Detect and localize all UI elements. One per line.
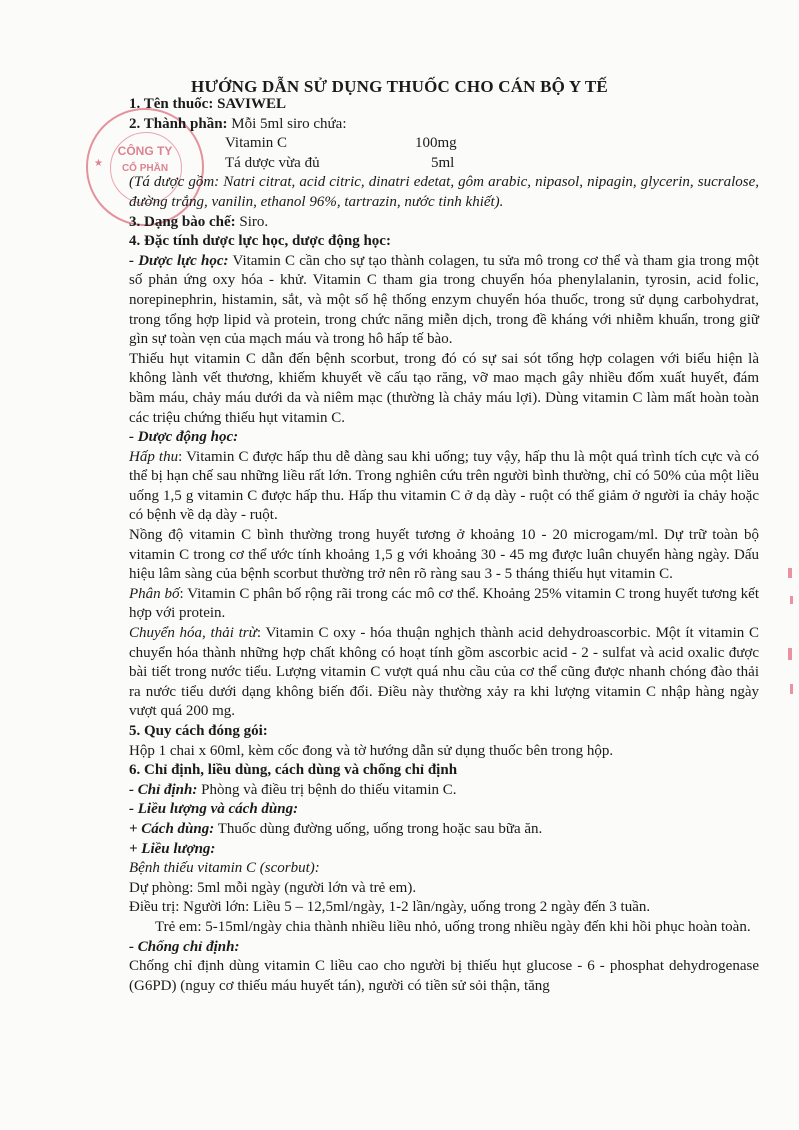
ingredient-name: Tá dược vừa đủ bbox=[225, 154, 320, 171]
indication-label: - Chỉ định: bbox=[129, 781, 198, 798]
stamp-line-1: CÔNG TY bbox=[117, 144, 173, 158]
section-3-label: 3. Dạng bào chế: bbox=[129, 213, 236, 230]
margin-mark bbox=[788, 648, 792, 660]
dosage-form: Siro. bbox=[235, 213, 269, 230]
amount-label: + Liều lượng: bbox=[129, 840, 216, 857]
distribution-text: : Vitamin C phân bố rộng rãi trong các mô cơ thể. Khoảng 25% vitamin C trong huyết tương kết hợp với protein. bbox=[129, 585, 759, 622]
distribution-label: Phân bố bbox=[129, 585, 180, 602]
absorption-text-2: Nồng độ vitamin C bình thường trong huyết tương ở khoảng 10 - 20 microgam/ml. Dự trữ toàn bộ vitamin C trong cơ thể ước tính khoảng 1,5 g với khoảng 30 - 45 mg được luân chuyển hàng ngày. Dấu hiệu lâm sàng của bệnh scorbut thường trở nên rõ ràng sau 3 - 5 tháng thiếu hụt vitamin C. bbox=[129, 527, 759, 583]
document-title: HƯỚNG DẪN SỬ DỤNG THUỐC CHO CÁN BỘ Y TẾ bbox=[191, 77, 608, 96]
section-5-label: 5. Quy cách đóng gói: bbox=[129, 723, 268, 739]
disease-label: Bệnh thiếu vitamin C (scorbut): bbox=[129, 860, 320, 877]
pharmacodynamics-text: Vitamin C cần cho sự tạo thành colagen, tu sửa mô trong cơ thể và tham gia trong một số phản ứng oxy hóa - khử. Vitamin C tham gia trong chuyển hóa phenylalanin, tyrosin, acid folic, norepinephrin, histamin, sắt, và một số hệ thống enzym chuyển hóa thuốc, trong sử dụng carbohydrat, trong tổng hợp lipid và protein, trong chức năng miễn dịch, trong đề kháng với nhiễm khuẩn, trong giữ gìn sự toàn vẹn của mạch máu và trong hô hấp tế bào. bbox=[129, 252, 759, 348]
treatment-dose: Điều trị: Người lớn: Liều 5 – 12,5ml/ngày, 1-2 lần/ngày, uống trong 2 ngày đến 3 tuần. bbox=[129, 899, 651, 916]
pharmacodynamics-label: - Dược lực học: bbox=[129, 252, 229, 269]
indication-text: Phòng và điều trị bệnh do thiếu vitamin C. bbox=[197, 781, 457, 798]
composition-row bbox=[129, 154, 759, 174]
section-1 bbox=[129, 95, 759, 115]
pharmacodynamics bbox=[129, 252, 759, 350]
metabolism-label: Chuyển hóa, thải trừ bbox=[129, 625, 257, 642]
administration-text: Thuốc dùng đường uống, uống trong hoặc sau bữa ăn. bbox=[214, 820, 543, 837]
ingredient-qty: 5ml bbox=[431, 154, 455, 171]
metabolism-text: : Vitamin C oxy - hóa thuận nghịch thành acid dehydroascorbic. Một ít vitamin C chuyển hóa thành những hợp chất không có hoạt tính gồm ascorbic acid - 2 - sulfat và acid oxalic được bài tiết trong nước tiểu. Lượng vitamin C vượt quá nhu cầu của cơ thể cũng được nhanh chóng đào thải ra nước tiểu dưới dạng không biến đổi. Điều này thường xảy ra khi lượng vitamin C nhập hàng ngày vượt quá 200 mg. bbox=[129, 625, 759, 720]
contraindication-label: - Chống chỉ định: bbox=[129, 938, 240, 955]
section-6-label: 6. Chỉ định, liều dùng, cách dùng và chống chỉ định bbox=[129, 762, 458, 779]
dosage-label: - Liều lượng và cách dùng: bbox=[129, 801, 299, 818]
absorption bbox=[129, 448, 759, 526]
absorption-label: Hấp thu bbox=[129, 448, 179, 465]
administration bbox=[129, 820, 759, 840]
packaging-text: Hộp 1 chai x 60ml, kèm cốc đong và tờ hướng dẫn sử dụng thuốc bên trong hộp. bbox=[129, 742, 614, 759]
child-dose: Trẻ em: 5-15ml/ngày chia thành nhiều liều nhỏ, uống trong nhiều ngày đến khi hồi phục hoàn toàn. bbox=[155, 918, 751, 935]
margin-mark bbox=[790, 684, 793, 694]
indication bbox=[129, 781, 759, 801]
pharmacokinetics-label: - Dược động học: bbox=[129, 429, 239, 446]
stamp-star: ★ bbox=[94, 158, 103, 169]
section-2-label: 2. Thành phần: bbox=[129, 115, 228, 132]
margin-mark bbox=[790, 596, 793, 604]
prevention-dose: Dự phòng: 5ml mỗi ngày (người lớn và trẻ em). bbox=[129, 879, 417, 896]
excipients-label: (Tá dược gồm: bbox=[129, 174, 220, 191]
contraindication-text: Chống chỉ định dùng vitamin C liều cao cho người bị thiếu hụt glucose - 6 - phosphat dehydrogenase (G6PD) (nguy cơ thiếu máu huyết tán), người có tiền sử sỏi thận, tăng bbox=[129, 958, 759, 994]
ingredient-qty: 100mg bbox=[415, 135, 457, 152]
drug-name: SAVIWEL bbox=[213, 96, 286, 112]
document-body bbox=[129, 95, 759, 996]
composition-intro: Mỗi 5ml siro chứa: bbox=[227, 115, 347, 132]
section-2 bbox=[129, 115, 759, 135]
section-4-label: 4. Đặc tính dược lực học, dược động học: bbox=[129, 233, 391, 250]
distribution bbox=[129, 585, 759, 624]
pharmacodynamics-text-2: Thiếu hụt vitamin C dẫn đến bệnh scorbut, trong đó có sự sai sót tổng hợp colagen với biểu hiện là không lành vết thương, khiếm khuyết về cấu tạo răng, vỡ mao mạch gây nhiều đốm xuất huyết, đám bầm máu, chảy máu dưới da và niêm mạc (thường là chảy máu lợi). Dùng vitamin C làm mất hoàn toàn các triệu chứng thiếu hụt vitamin C. bbox=[129, 350, 759, 426]
metabolism bbox=[129, 624, 759, 722]
stamp-line-2: CỔ PHẦN bbox=[121, 163, 169, 174]
composition-row bbox=[129, 134, 759, 154]
administration-label: + Cách dùng: bbox=[129, 820, 215, 837]
excipients bbox=[129, 173, 759, 212]
absorption-text: : Vitamin C được hấp thu dễ dàng sau khi uống; tuy vậy, hấp thu là một quá trình tích cực và có thể bị hạn chế sau những liều rất lớn. Trong nghiên cứu trên người bình thường, chỉ có 50% của một liều uống 1,5 g vitamin C được hấp thu. Hấp thu vitamin C ở dạ dày - ruột có thể giảm ở người ỉa chảy hoặc có bệnh về dạ dày - ruột. bbox=[129, 448, 760, 524]
ingredient-name: Vitamin C bbox=[225, 135, 288, 152]
section-1-label: 1. Tên thuốc: bbox=[129, 96, 214, 112]
section-3 bbox=[129, 213, 759, 233]
excipients-list: Natri citrat, acid citric, dinatri edetat, gôm arabic, nipasol, nipagin, glycerin, sucralose, đường trắng, vanilin, ethanol 96%, tartrazin, nước tinh khiết). bbox=[129, 174, 759, 210]
margin-mark bbox=[788, 568, 792, 578]
